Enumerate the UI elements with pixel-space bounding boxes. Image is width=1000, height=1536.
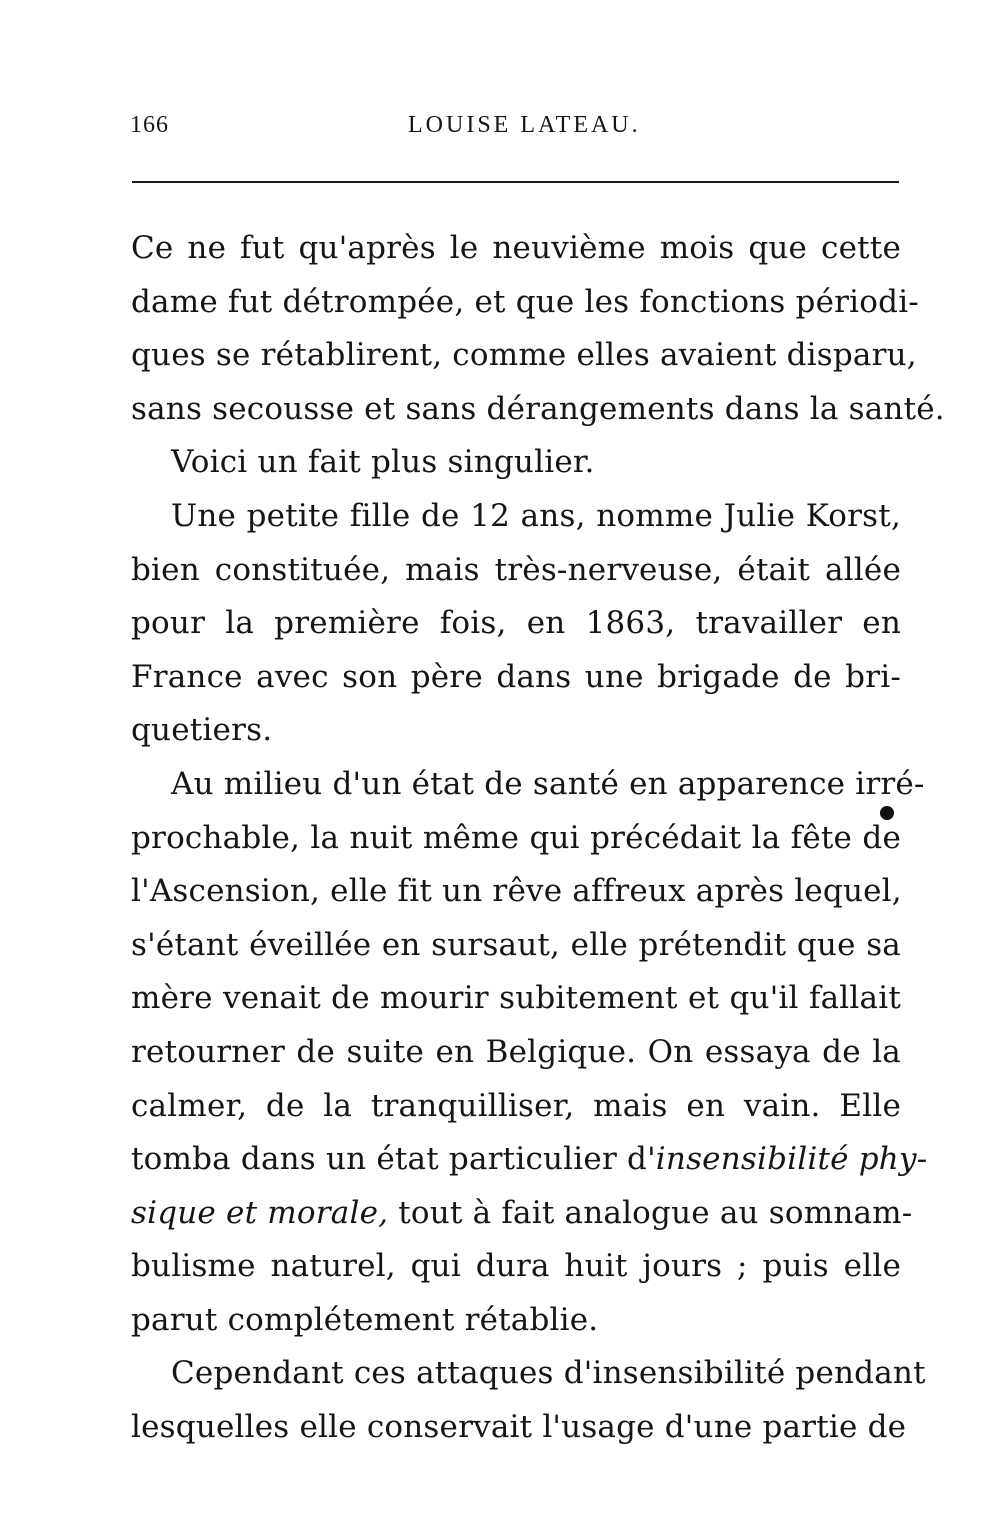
paragraph-start-line: Voici un fait plus singulier.: [171, 444, 595, 481]
text-line: bulisme naturel, qui dura huit jours ; puis elle: [131, 1248, 901, 1285]
text-line: l'Ascension, elle fit un rêve affreux après lequel,: [131, 873, 902, 910]
paragraph-start-line: Une petite fille de 12 ans, nomme Julie Korst,: [171, 497, 901, 534]
text-line: retourner de suite en Belgique. On essaya de la: [131, 1033, 901, 1070]
text-line: pour la première fois, en 1863, travailler en: [131, 605, 901, 642]
ink-blot: [880, 806, 894, 820]
text-line: parut complétement rétablie.: [131, 1301, 599, 1338]
paragraph-start-line: Cependant ces attaques d'insensibilité pendant: [171, 1355, 926, 1392]
text-line: France avec son père dans une brigade de bri-: [131, 658, 901, 695]
text-line: bien constituée, mais très-nerveuse, était allée: [131, 551, 901, 588]
text-line: s'étant éveillée en sursaut, elle prétendit que sa: [131, 926, 901, 963]
italic-run: insensibilité phy-: [655, 1141, 928, 1178]
italic-run: sique et morale,: [131, 1194, 389, 1231]
text-line: mère venait de mourir subitement et qu'il fallait: [131, 980, 901, 1017]
text-run: tomba dans un état particulier d': [131, 1141, 656, 1178]
header-rule: [132, 181, 899, 183]
text-line: [131, 1133, 928, 1187]
text-line: sans secousse et sans dérangements dans la santé.: [131, 390, 945, 427]
running-title: LOUISE LATEAU.: [408, 112, 641, 138]
page-number: 166: [130, 112, 169, 138]
paragraph-start-line: Au milieu d'un état de santé en apparence irré-: [171, 765, 925, 802]
text-run: tout à fait analogue au somnam-: [388, 1194, 913, 1231]
text-line: calmer, de la tranquilliser, mais en vain. Elle: [131, 1087, 901, 1124]
text-line: ques se rétablirent, comme elles avaient disparu,: [131, 337, 917, 374]
text-line: lesquelles elle conservait l'usage d'une partie de: [131, 1409, 907, 1446]
text-line: Ce ne fut qu'après le neuvième mois que cette: [131, 230, 901, 266]
text-line: [131, 1187, 913, 1241]
running-head: [130, 112, 900, 152]
text-line: dame fut détrompée, et que les fonctions périodi-: [131, 283, 919, 320]
text-line: prochable, la nuit même qui précédait la fête de: [131, 819, 901, 856]
body-text: [131, 222, 945, 1455]
text-line: quetiers.: [131, 712, 273, 749]
